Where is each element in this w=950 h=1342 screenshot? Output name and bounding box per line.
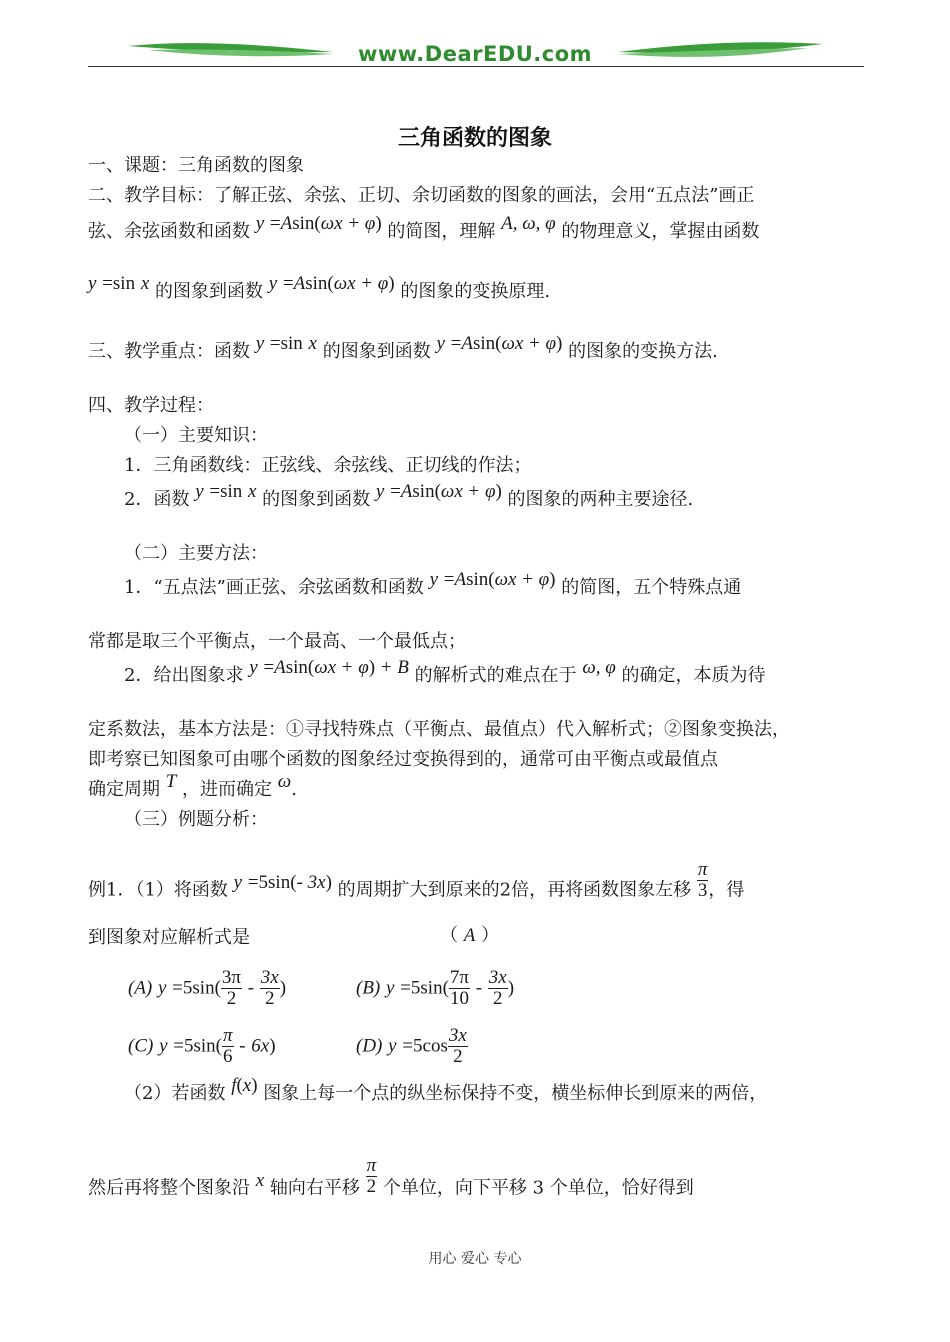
knowledge-item-1 [124, 454, 531, 478]
text: 确定周期 [88, 779, 160, 800]
text: 一、课题：三角函数的图象 [88, 155, 304, 176]
text: 个单位，向下平移 3 个单位，恰好得到 [382, 1177, 694, 1199]
text: 的简图，五个特殊点通 [561, 577, 742, 598]
formula-asin: y =Asin(ωx + φ) [255, 213, 382, 234]
method-item-1 [124, 569, 742, 600]
text: 1．三角函数线：正弦线、余弦线、正切线的作法； [124, 455, 532, 476]
option-label: (C) [128, 1035, 154, 1057]
subsection-knowledge [124, 424, 268, 448]
text: （2）若函数 [124, 1083, 226, 1104]
formula-asin: y =Asin(ωx + φ) [268, 273, 395, 294]
symbol-T: T [165, 771, 177, 792]
text: 即考察已知图象可由哪个函数的图象经过变换得到的，通常可由平衡点或最值点 [88, 749, 718, 770]
text: 2．给出图象求 [124, 665, 244, 686]
text: 二、教学目标：了解正弦、余弦、正切、余切函数的图象的画法，会用“五点法”画正 [88, 185, 755, 206]
text: （ [440, 925, 458, 946]
fraction-pi-over-2: $\frac{\pi}{2}$ [366, 1155, 377, 1197]
example-1-part-2-cont [88, 1155, 694, 1209]
section-process [88, 394, 214, 418]
symbol-omega: ω [277, 771, 292, 792]
text: 定系数法，基本方法是：①寻找特殊点（平衡点、最值点）代入解析式；②图象变换法， [88, 719, 790, 740]
example-1-part-2 [124, 1075, 768, 1106]
symbol-x: x [255, 1169, 265, 1191]
objectives-line-2 [88, 213, 760, 244]
text: 1．“五点法”画正弦、余弦函数和函数 [124, 577, 424, 598]
formula-sin: y =sin x [195, 481, 257, 502]
option-label: (A) [128, 977, 153, 999]
text: 的图象到函数 [262, 489, 371, 510]
text: 弦、余弦函数和函数 [88, 221, 250, 242]
option-label: (D) [356, 1035, 383, 1057]
text: （二）主要方法： [124, 543, 268, 564]
formula-5sin: y =5sin(- 3x) [233, 871, 332, 893]
formula-asin: y =Asin(ωx + φ) [436, 333, 563, 354]
formula-params: A, ω, φ [501, 213, 556, 234]
knowledge-item-2 [124, 481, 694, 512]
fraction: $\frac{3x}{2}$ [448, 1025, 467, 1067]
text: ，得 [708, 879, 745, 901]
text: 的图象的变换方法. [568, 341, 718, 362]
text: 例1．（1）将函数 [88, 879, 228, 901]
text: 2．函数 [124, 489, 190, 510]
text: 的物理意义，掌握由函数 [561, 221, 760, 242]
objectives-line-3 [88, 273, 551, 304]
subsection-examples [124, 808, 268, 832]
text: 的图象到函数 [154, 281, 263, 302]
text: 然后再将整个图象沿 [88, 1177, 250, 1199]
text: 图象上每一个点的纵坐标保持不变，横坐标伸长到原来的两倍， [263, 1083, 768, 1104]
header-divider [88, 66, 864, 67]
fraction: $\frac{3x}{2}$ [260, 967, 279, 1009]
text: 到图象对应解析式是 [88, 927, 250, 948]
text: . [291, 779, 297, 800]
text: （三）例题分析： [124, 809, 268, 830]
formula-asin: y =Asin(ωx + φ) [429, 569, 556, 590]
text: 轴向右平移 [269, 1177, 360, 1199]
text: 的图象到函数 [322, 341, 431, 362]
formula-fx: f(x) [231, 1075, 258, 1096]
fraction: $\frac{3x}{2}$ [488, 967, 507, 1009]
text: 三、教学重点：函数 [88, 341, 250, 362]
section-topic [88, 154, 304, 178]
formula-omega-phi: ω, φ [582, 657, 616, 678]
answer-value: A [463, 925, 476, 946]
fraction: $\frac{7\pi}{10}$ [449, 967, 469, 1009]
section-key-points [88, 333, 718, 364]
text: （一）主要知识： [124, 425, 268, 446]
fraction: $\frac{3\pi}{2}$ [221, 967, 241, 1009]
fraction-pi-over-3: $\frac{\pi}{3}$ [697, 859, 708, 901]
option-label: (B) [356, 977, 381, 999]
text: ，进而确定 [182, 779, 273, 800]
text: 的图象的变换原理. [400, 281, 551, 302]
text: 的简图，理解 [387, 221, 496, 242]
example-1-stem [88, 859, 745, 911]
section-objectives [88, 184, 754, 208]
option-a: (A) y =5sin( $\frac{3\pi}{2}$ - $\frac{3x}{2}$ ) [128, 967, 287, 1009]
text: 四、教学过程： [88, 395, 214, 416]
text: 的确定，本质为待 [621, 665, 766, 686]
formula-asin: y =Asin(ωx + φ) [375, 481, 502, 502]
text: 常都是取三个平衡点，一个最高、一个最低点； [88, 631, 466, 652]
answer-slot [440, 924, 499, 948]
method-item-2 [124, 657, 766, 688]
method-item-1-cont [88, 630, 466, 654]
option-d: (D) y =5cos $\frac{3x}{2}$ [356, 1025, 467, 1067]
page-footer: 用心 爱心 专心 [428, 1251, 522, 1267]
method-item-2-cont-3 [88, 771, 297, 802]
fraction: $\frac{\pi}{6}$ [222, 1025, 233, 1067]
method-item-2-cont-2 [88, 748, 718, 772]
example-1-stem-cont [88, 926, 250, 950]
text: 的周期扩大到原来的2倍，再将函数图象左移 [337, 879, 692, 901]
page-title: 三角函数的图象 [397, 126, 552, 151]
site-logo-text: www.DearEDU.com [357, 42, 593, 66]
page-header [88, 36, 864, 70]
formula-sin: y =sin x [88, 273, 150, 294]
formula-sin: y =sin x [255, 333, 317, 354]
text: 的解析式的难点在于 [414, 665, 577, 686]
method-item-2-cont-1 [88, 718, 790, 742]
formula-asin-b: y =Asin(ωx + φ) + B [249, 657, 409, 678]
text: 的图象的两种主要途径. [507, 489, 694, 510]
text: ） [481, 925, 500, 946]
option-c: (C) y =5sin( $\frac{\pi}{6}$ - 6x) [128, 1025, 276, 1067]
subsection-methods [124, 542, 268, 566]
option-b: (B) y =5sin( $\frac{7\pi}{10}$ - $\frac{3x}{2}$ ) [356, 967, 515, 1009]
